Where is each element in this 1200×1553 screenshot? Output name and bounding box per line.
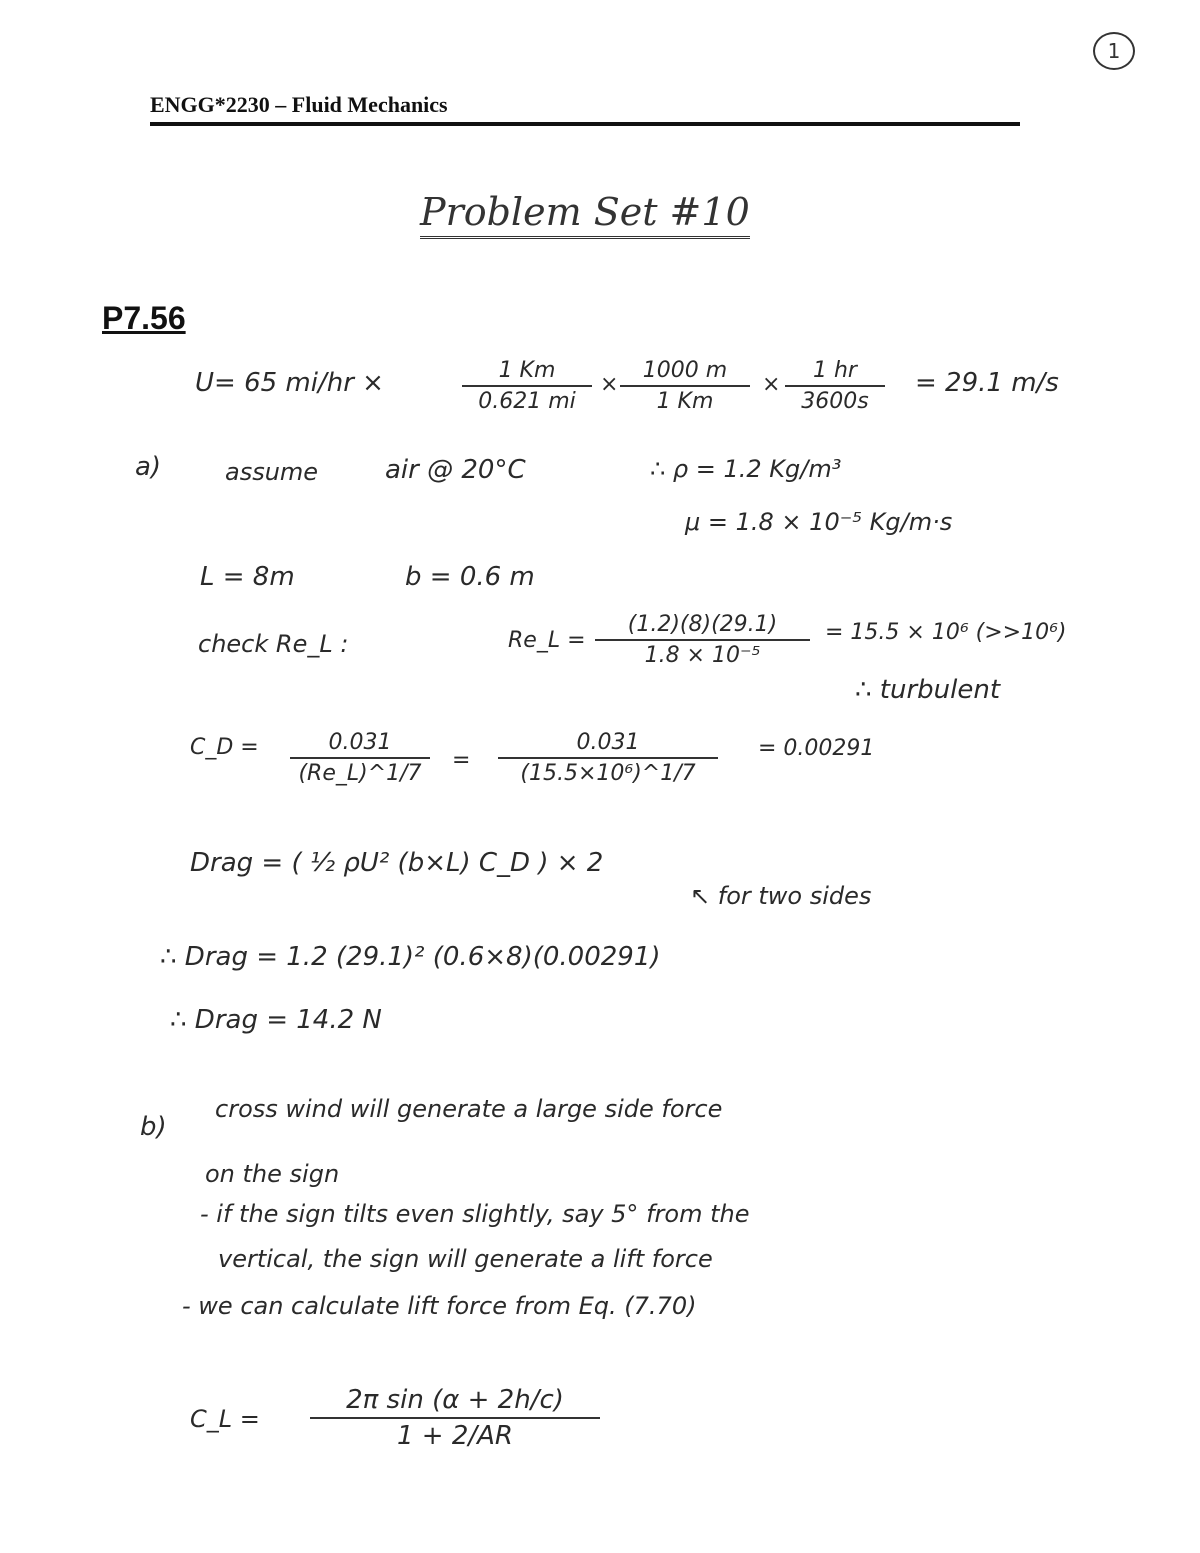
page-title: Problem Set #10: [420, 190, 750, 239]
part-b-line-1: cross wind will generate a large side force: [215, 1095, 723, 1123]
fraction-denominator: 1 Km: [656, 389, 714, 414]
velocity-fraction-m: [620, 358, 750, 414]
fraction-denominator: (15.5×10⁶)^1/7: [520, 761, 696, 786]
part-b-line-4: vertical, the sign will generate a lift force: [218, 1245, 713, 1273]
lift-coefficient-lhs: C_L =: [190, 1405, 260, 1433]
fraction-numerator: 0.031: [290, 730, 430, 759]
part-b-line-5: - we can calculate lift force from Eq. (7.70): [182, 1292, 697, 1320]
drag-coefficient-lhs: C_D =: [190, 735, 259, 760]
fraction-denominator: (Re_L)^1/7: [298, 761, 422, 786]
reynolds-fraction: [595, 612, 810, 668]
problem-id: P7.56: [102, 300, 186, 336]
drag-result: ∴ Drag = 14.2 N: [170, 1005, 382, 1035]
fraction-numerator: 0.031: [498, 730, 718, 759]
header-rule: [150, 122, 1020, 126]
part-b-line-3: - if the sign tilts even slightly, say 5° from the: [200, 1200, 750, 1228]
fraction-numerator: 2π sin (α + 2h/c): [310, 1385, 600, 1419]
fraction-denominator: 3600s: [801, 389, 869, 414]
reynolds-result: = 15.5 × 10⁶ (>>10⁶): [825, 620, 1067, 645]
part-b-label: b): [140, 1112, 167, 1142]
fraction-numerator: 1 Km: [462, 358, 592, 387]
course-header: ENGG*2230 – Fluid Mechanics: [150, 92, 448, 117]
fraction-numerator: 1000 m: [620, 358, 750, 387]
air-condition: air @ 20°C: [385, 455, 526, 485]
part-a-label: a): [135, 452, 162, 482]
turbulent-conclusion: ∴ turbulent: [855, 675, 1001, 705]
drag-coefficient-result: = 0.00291: [758, 736, 875, 761]
drag-coefficient-fraction-2: [498, 730, 718, 786]
page-number-badge: 1: [1093, 32, 1135, 70]
fraction-numerator: 1 hr: [785, 358, 885, 387]
density-value: ∴ ρ = 1.2 Kg/m³: [650, 455, 842, 483]
viscosity-value: μ = 1.8 × 10⁻⁵ Kg/m·s: [685, 508, 953, 536]
drag-substitution: ∴ Drag = 1.2 (29.1)² (0.6×8)(0.00291): [160, 942, 661, 972]
velocity-result: = 29.1 m/s: [915, 368, 1059, 398]
fraction-denominator: 1.8 × 10⁻⁵: [644, 643, 761, 668]
width-value: b = 0.6 m: [405, 562, 535, 592]
equals-sign: =: [452, 748, 471, 773]
velocity-lhs: U= 65 mi/hr ×: [195, 368, 384, 398]
drag-formula: Drag = ( ½ ρU² (b×L) C_D ) × 2: [190, 848, 604, 878]
drag-coefficient-fraction-1: [290, 730, 430, 786]
times-sign: ×: [600, 372, 619, 397]
velocity-fraction-hr: [785, 358, 885, 414]
reynolds-check: check Re_L :: [198, 630, 349, 658]
times-sign: ×: [762, 372, 781, 397]
lift-coefficient-fraction: [310, 1385, 600, 1451]
reynolds-lhs: Re_L =: [508, 628, 586, 653]
part-b-line-2: on the sign: [205, 1160, 340, 1188]
fraction-denominator: 0.621 mi: [478, 389, 576, 414]
fraction-denominator: 1 + 2/AR: [396, 1421, 513, 1451]
velocity-fraction-km: [462, 358, 592, 414]
length-value: L = 8m: [200, 562, 295, 592]
fraction-numerator: (1.2)(8)(29.1): [595, 612, 810, 641]
drag-note: ↖ for two sides: [690, 882, 872, 910]
assume-text: assume: [225, 458, 319, 486]
